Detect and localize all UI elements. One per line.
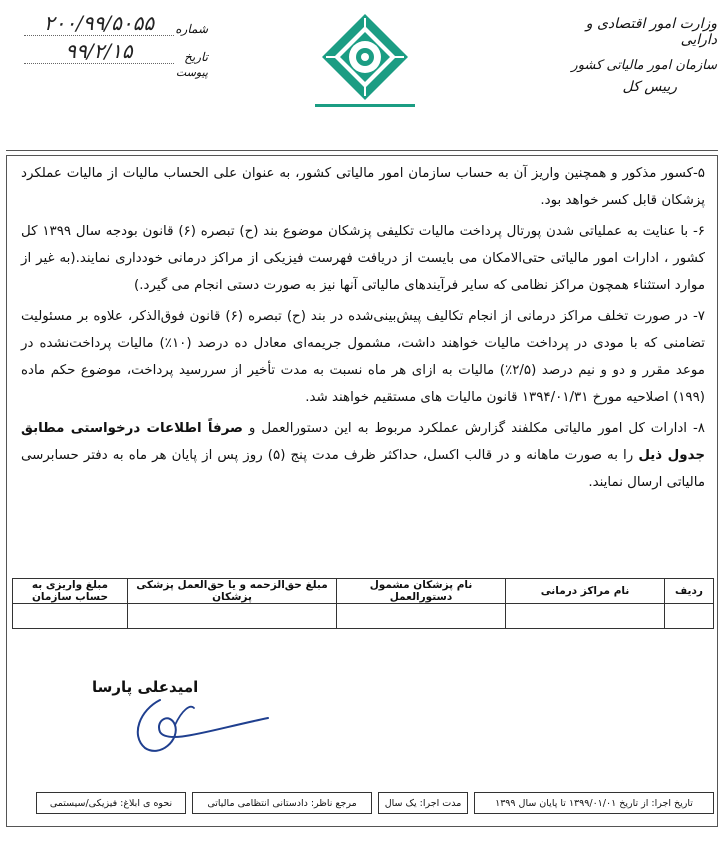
organization-name: سازمان امور مالیاتی کشور xyxy=(571,58,717,73)
footer-duration: مدت اجرا: یک سال xyxy=(378,792,468,814)
footer-execution-date: تاریخ اجرا: از تاریخ ۱۳۹۹/۰۱/۰۱ تا پایان سال ۱۳۹۹ xyxy=(474,792,714,814)
letter-meta xyxy=(8,8,208,79)
col-deposit-amount: مبلغ واریزی به حساب سازمان xyxy=(13,579,128,604)
table-row xyxy=(13,604,714,629)
clause-8-emphasis: صرفاً اطلاعات درخواستی مطابق جدول ذیل xyxy=(21,421,705,463)
office-title: رییس کل xyxy=(622,79,677,95)
report-table xyxy=(12,578,714,629)
signatory-name: امیدعلی پارسا xyxy=(92,678,199,696)
col-fee-amount: مبلغ حق‌الزحمه و یا حق‌العمل پزشکی پزشکان xyxy=(128,579,337,604)
organization-logo xyxy=(320,12,410,102)
date-label: تاریخ xyxy=(184,50,208,64)
attachment-label: پیوست xyxy=(175,66,208,79)
clause-7: ۷- در صورت تخلف مراکز درمانی از انجام تکالیف پیش‌بینی‌شده در بند (ح) تبصره (۶) قانون فوق‌الذکر، علاوه بر مسئولیت تضامنی که با مودی در پرداخت مالیات خواهند داشت، مشمول جریمه‌ای معادل ده درصد (۱۰٪) مالیات پرداخت‌نشده در موعد مقرر و دو و نیم درصد (۲/۵٪) مالیات به ازای هر ماه نسبت به مدت تأخیر از سررسید پرداخت، موضوع حکم ماده (۱۹۹) اصلاحیه مورخ ۱۳۹۴/۰۱/۳۱ قانون مالیات های مستقیم خواهند شد. xyxy=(21,309,705,405)
date-row xyxy=(8,36,208,64)
letter-footer xyxy=(12,792,714,814)
table-cell xyxy=(506,604,665,629)
number-value: ۲۰۰/۹۹/۵۰۵۵ xyxy=(24,11,174,36)
clause-5: ۵-کسور مذکور و همچنین واریز آن به حساب سازمان امور مالیاتی کشور، به عنوان علی الحساب مالیات از مالیات عملکرد پزشکان قابل کسر خواهد بود. xyxy=(21,166,705,208)
col-doctor-names: نام پزشکان مشمول دستورالعمل xyxy=(337,579,506,604)
clause-8-part-c: را به صورت ماهانه و در قالب اکسل، حداکثر ظرف مدت پنج (۵) روز پس از پایان هر ماه به دفتر حسابرسی مالیاتی ارسال نمایند. xyxy=(21,448,705,490)
ministry-name: وزارت امور اقتصادی و دارایی xyxy=(585,16,717,48)
clause-8 xyxy=(21,415,705,496)
letter-body xyxy=(21,160,705,500)
table-header-row xyxy=(13,579,714,604)
table-cell xyxy=(128,604,337,629)
footer-authority: مرجع ناظر: دادستانی انتظامی مالیاتی xyxy=(192,792,372,814)
number-row xyxy=(8,8,208,36)
footer-notify-method: نحوه ی ابلاغ: فیزیکی/سیستمی xyxy=(36,792,186,814)
letterhead xyxy=(547,8,717,95)
number-label: شماره xyxy=(175,22,208,36)
col-clinic-name: نام مراکز درمانی xyxy=(506,579,665,604)
col-row-number: ردیف xyxy=(665,579,714,604)
table-cell xyxy=(665,604,714,629)
handwritten-signature xyxy=(120,690,270,760)
table-cell xyxy=(337,604,506,629)
clause-6: ۶- با عنایت به عملیاتی شدن پورتال پرداخت مالیات تکلیفی پزشکان موضوع بند (ح) تبصره (۶) قانون بودجه سال ۱۳۹۹ کل کشور ، ادارات امور مالیاتی حتی‌الامکان می بایست از دریافت فهرست فیزیکی از مراکز درمانی خودداری نمایند.(به غیر از موارد استثناء همچون مراکز نظامی که سایر فرآیندهای مالیاتی آنها نیز به صورت دستی انجام می گیرد.) xyxy=(21,224,705,293)
clause-8-part-a: ۸- ادارات کل امور مالیاتی مکلفند گزارش عملکرد مربوط به این دستورالعمل و xyxy=(242,421,705,436)
table-cell xyxy=(13,604,128,629)
logo-underline xyxy=(315,104,415,107)
date-value: ۹۹/۲/۱۵ xyxy=(24,39,174,64)
frame-top-rule xyxy=(6,150,718,151)
